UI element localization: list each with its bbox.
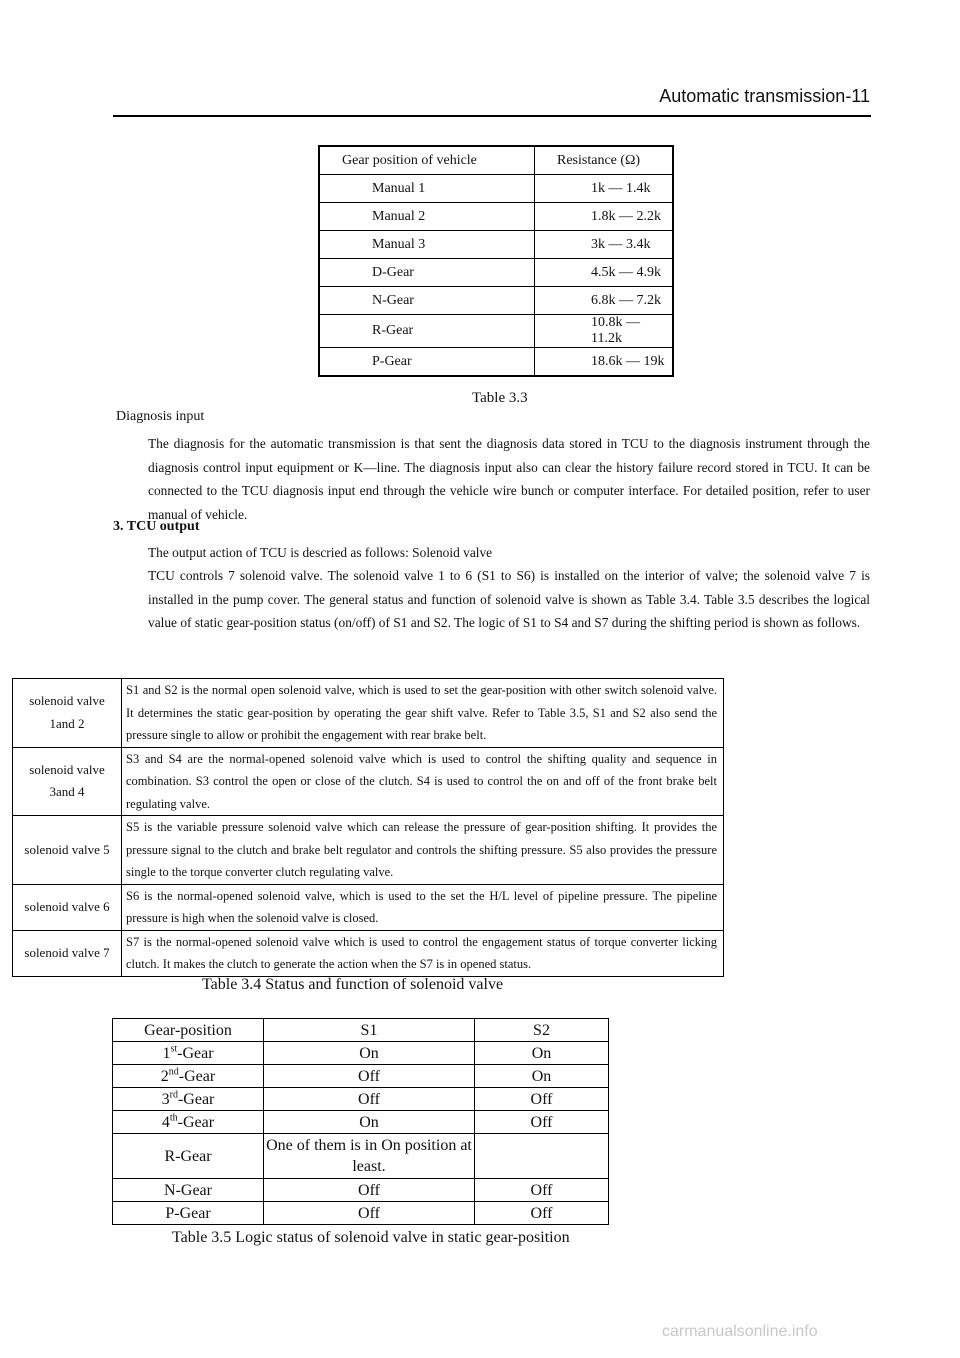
- table-3-5: [112, 1018, 609, 1225]
- s2-cell: On: [475, 1065, 609, 1088]
- table-row: [319, 259, 673, 287]
- valve-description-cell: S1 and S2 is the normal open solenoid valve, which is used to set the gear-position with other switch solenoid valve. It determines the static gear-position by operating the gear shift valve. Refer to Table 3.5, S1 and S2 also send the pressure single to allow or prohibit the engagement with rear brake belt.: [122, 679, 724, 748]
- valve-name-cell: solenoid valve 5: [13, 816, 122, 885]
- gear-label: -Gear: [177, 1113, 215, 1131]
- valve-description-cell: S3 and S4 are the normal-opened solenoid valve which is used to control the shifting quality and sequence in combination. S3 control the open or close of the clutch. S4 is used to control the on and off of the front brake belt regulating valve.: [122, 747, 724, 816]
- gear-cell: P-Gear: [319, 348, 535, 377]
- resistance-cell: 6.8k — 7.2k: [535, 287, 674, 315]
- gear-cell: [113, 1111, 264, 1134]
- gear-number: 4: [161, 1113, 170, 1131]
- s2-cell: Off: [475, 1111, 609, 1134]
- s2-cell: Off: [475, 1088, 609, 1111]
- header-s1: S1: [264, 1019, 475, 1042]
- gear-cell: R-Gear: [113, 1134, 264, 1179]
- gear-label: -Gear: [178, 1067, 216, 1085]
- valve-name-cell: solenoid valve 1and 2: [13, 679, 122, 748]
- gear-cell: [113, 1042, 264, 1065]
- s1-cell: Off: [264, 1202, 475, 1225]
- gear-cell: P-Gear: [113, 1202, 264, 1225]
- gear-label: -Gear: [177, 1090, 215, 1108]
- gear-label: -Gear: [177, 1044, 214, 1062]
- s2-cell: [475, 1134, 609, 1179]
- table-row: [113, 1065, 609, 1088]
- gear-cell: Manual 2: [319, 203, 535, 231]
- resistance-cell: 3k — 3.4k: [535, 231, 674, 259]
- gear-ordinal-suffix: rd: [169, 1089, 178, 1101]
- table-row: [319, 348, 673, 377]
- table-3-4-caption: Table 3.4 Status and function of solenoid valve: [202, 976, 504, 993]
- table-row: [13, 930, 724, 976]
- s1-cell: Off: [264, 1088, 475, 1111]
- table-row: [13, 747, 724, 816]
- s1-cell: One of them is in On position at least.: [264, 1134, 475, 1179]
- valve-description-cell: S7 is the normal-opened solenoid valve which is used to control the engagement status of torque converter licking clutch. It makes the clutch to generate the action when the S7 is in opened status.: [122, 930, 724, 976]
- gear-ordinal-suffix: st: [170, 1043, 178, 1055]
- gear-cell: Manual 3: [319, 231, 535, 259]
- header-gear-position: Gear-position: [113, 1019, 264, 1042]
- valve-description-cell: S5 is the variable pressure solenoid valve which can release the pressure of gear-position shifting. It provides the pressure signal to the clutch and brake belt regulator and controls the shifting pressure. S5 also provides the pressure single to the torque converter clutch regulating valve.: [122, 816, 724, 885]
- gear-number: 1: [162, 1044, 171, 1062]
- table-3-5-caption: Table 3.5 Logic status of solenoid valve in static gear-position: [172, 1229, 570, 1246]
- gear-cell: Manual 1: [319, 175, 535, 203]
- header-resistance: Resistance (Ω): [535, 146, 674, 175]
- table-row: [113, 1042, 609, 1065]
- table-header-row: [113, 1019, 609, 1042]
- table-row: [113, 1088, 609, 1111]
- resistance-cell: 1k — 1.4k: [535, 175, 674, 203]
- gear-cell: R-Gear: [319, 315, 535, 348]
- s1-cell: On: [264, 1111, 475, 1134]
- table-row: [113, 1179, 609, 1202]
- valve-name-cell: solenoid valve 6: [13, 884, 122, 930]
- table-row: [319, 315, 673, 348]
- page-header-title: Automatic transmission-11: [659, 86, 870, 106]
- table-3-3-caption: Table 3.3: [472, 390, 528, 406]
- tcu-output-intro: The output action of TCU is descried as follows: Solenoid valve: [148, 545, 493, 560]
- watermark: carmanualsonline.info: [662, 1323, 818, 1340]
- resistance-cell: 1.8k — 2.2k: [535, 203, 674, 231]
- table-row: [319, 203, 673, 231]
- table-row: [319, 175, 673, 203]
- gear-cell: [113, 1088, 264, 1111]
- resistance-cell: 4.5k — 4.9k: [535, 259, 674, 287]
- valve-name-cell: solenoid valve 7: [13, 930, 122, 976]
- diagnosis-input-label: Diagnosis input: [116, 409, 205, 424]
- table-3-3: [318, 145, 674, 377]
- tcu-output-paragraph: TCU controls 7 solenoid valve. The solenoid valve 1 to 6 (S1 to S6) is installed on the interior of valve; the solenoid valve 7 is installed in the pump cover. The general status and function of solenoid valve is shown as Table 3.4. Table 3.5 describes the logical value of static gear-position status (on/off) of S1 and S2. The logic of S1 to S4 and S7 during the shifting period is shown as follows.: [148, 568, 870, 630]
- table-3-4: [12, 678, 724, 977]
- diagnosis-paragraph: The diagnosis for the automatic transmission is that sent the diagnosis data stored in TCU to the diagnosis instrument through the diagnosis control input equipment or K—line. The diagnosis input also can clear the history failure record stored in TCU. It can be connected to the TCU diagnosis input end through the vehicle wire bunch or computer interface. For detailed position, refer to user manual of vehicle.: [148, 436, 870, 522]
- header-divider: [113, 115, 871, 117]
- s1-cell: Off: [264, 1065, 475, 1088]
- gear-cell: N-Gear: [319, 287, 535, 315]
- valve-description-cell: S6 is the normal-opened solenoid valve, which is used to the set the H/L level of pipeline pressure. The pipeline pressure is high when the solenoid valve is closed.: [122, 884, 724, 930]
- section-heading-tcu-output: 3. TCU output: [113, 519, 200, 534]
- s2-cell: Off: [475, 1202, 609, 1225]
- gear-ordinal-suffix: nd: [168, 1066, 179, 1078]
- table-row: [13, 679, 724, 748]
- valve-name-cell: solenoid valve 3and 4: [13, 747, 122, 816]
- gear-cell: [113, 1065, 264, 1088]
- gear-cell: N-Gear: [113, 1179, 264, 1202]
- s2-cell: Off: [475, 1179, 609, 1202]
- resistance-cell: 18.6k — 19k: [535, 348, 674, 377]
- s2-cell: On: [475, 1042, 609, 1065]
- s1-cell: Off: [264, 1179, 475, 1202]
- table-row: [13, 884, 724, 930]
- table-row: [319, 231, 673, 259]
- s1-cell: On: [264, 1042, 475, 1065]
- gear-ordinal-suffix: th: [169, 1112, 178, 1124]
- table-header-row: [319, 146, 673, 175]
- header-gear-position: Gear position of vehicle: [319, 146, 535, 175]
- table-row: [319, 287, 673, 315]
- gear-cell: D-Gear: [319, 259, 535, 287]
- gear-number: 3: [161, 1090, 170, 1108]
- gear-number: 2: [160, 1067, 169, 1085]
- table-row: [113, 1202, 609, 1225]
- resistance-cell: 10.8k — 11.2k: [535, 315, 674, 348]
- table-row: [113, 1134, 609, 1179]
- header-s2: S2: [475, 1019, 609, 1042]
- table-row: [113, 1111, 609, 1134]
- table-row: [13, 816, 724, 885]
